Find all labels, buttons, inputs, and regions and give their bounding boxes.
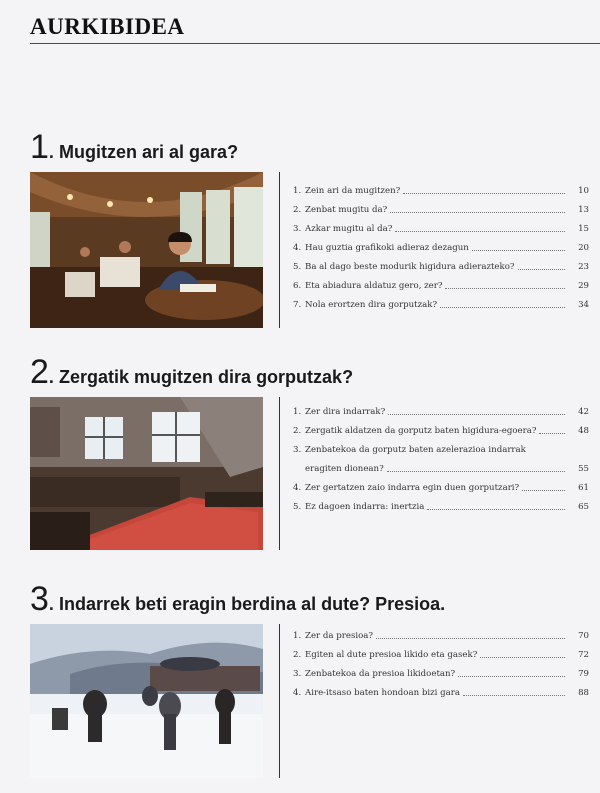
section-number: 3: [30, 580, 49, 618]
toc-list: [293, 399, 589, 513]
page-number: 20: [578, 243, 589, 253]
title-rule: [30, 43, 600, 44]
toc-item[interactable]: 1. Zer dira indarrak? 42: [293, 407, 589, 417]
section-title: Indarrek beti eragin berdina al dute? Presioa.: [59, 594, 446, 614]
toc-item[interactable]: 5. Ba al dago beste modurik higidura adierazteko? 23: [293, 262, 589, 272]
section-title: Mugitzen ari al gara?: [59, 142, 239, 162]
page-number: 65: [578, 502, 589, 512]
page-number: 29: [578, 281, 589, 291]
page-title: AURKIBIDEA: [30, 14, 185, 39]
section-number: 1: [30, 128, 49, 166]
toc-list: [293, 623, 589, 699]
toc-item[interactable]: 6. Eta abiadura aldatuz gero, zer? 29: [293, 281, 589, 291]
column-divider: [279, 172, 280, 328]
toc-item[interactable]: 1. Zein ari da mugitzen? 10: [293, 186, 589, 196]
toc-item[interactable]: 3. Zenbatekoa da presioa likidoetan? 79: [293, 669, 589, 679]
page-number: 34: [578, 300, 589, 310]
toc-item-continuation[interactable]: eragiten dionean? 55: [305, 464, 589, 474]
page-number: 48: [578, 426, 589, 436]
toc-item[interactable]: 4. Aire-itsaso baten hondoan bizi gara 88: [293, 688, 589, 698]
page-number: 13: [578, 205, 589, 215]
page-number: 15: [578, 224, 589, 234]
billiard-hall-photo: [30, 397, 263, 550]
toc-item[interactable]: 4. Zer gertatzen zaio indarra egin duen gorputzari? 61: [293, 483, 589, 493]
toc-item[interactable]: 2. Egiten al dute presioa likido eta gasek? 72: [293, 650, 589, 660]
toc-item[interactable]: 1. Zer da presioa? 70: [293, 631, 589, 641]
toc-item[interactable]: 5. Ez dagoen indarra: inertzia 65: [293, 502, 589, 512]
section-heading: 2. Zergatik mugitzen dira gorputzak?: [30, 353, 354, 391]
page-number: 10: [578, 186, 589, 196]
page-number: 42: [578, 407, 589, 417]
toc-item[interactable]: 3. Zenbatekoa da gorputz baten azelerazioa indarrak: [293, 445, 526, 455]
section-title: Zergatik mugitzen dira gorputzak?: [59, 367, 354, 387]
column-divider: [279, 397, 280, 550]
section-heading: 3. Indarrek beti eragin berdina al dute? Presioa.: [30, 580, 446, 618]
toc-list: [293, 178, 589, 311]
toc-item[interactable]: 3. Azkar mugitu al da? 15: [293, 224, 589, 234]
section-number: 2: [30, 353, 49, 391]
page-number: 55: [578, 464, 589, 474]
section-heading: 1. Mugitzen ari al gara?: [30, 128, 239, 166]
toc-item[interactable]: 7. Nola erortzen dira gorputzak? 34: [293, 300, 589, 310]
page-number: 72: [578, 650, 589, 660]
column-divider: [279, 624, 280, 778]
page-number: 61: [578, 483, 589, 493]
page-number: 70: [578, 631, 589, 641]
snowy-street-photo: [30, 624, 263, 778]
toc-item[interactable]: 2. Zergatik aldatzen da gorputz baten higidura-egoera? 48: [293, 426, 589, 436]
toc-item[interactable]: 4. Hau guztia grafikoki adieraz dezagun 20: [293, 243, 589, 253]
page-number: 23: [578, 262, 589, 272]
toc-item[interactable]: 2. Zenbat mugitu da? 13: [293, 205, 589, 215]
page-number: 88: [578, 688, 589, 698]
reading-train-carriage-photo: [30, 172, 263, 328]
page-number: 79: [578, 669, 589, 679]
